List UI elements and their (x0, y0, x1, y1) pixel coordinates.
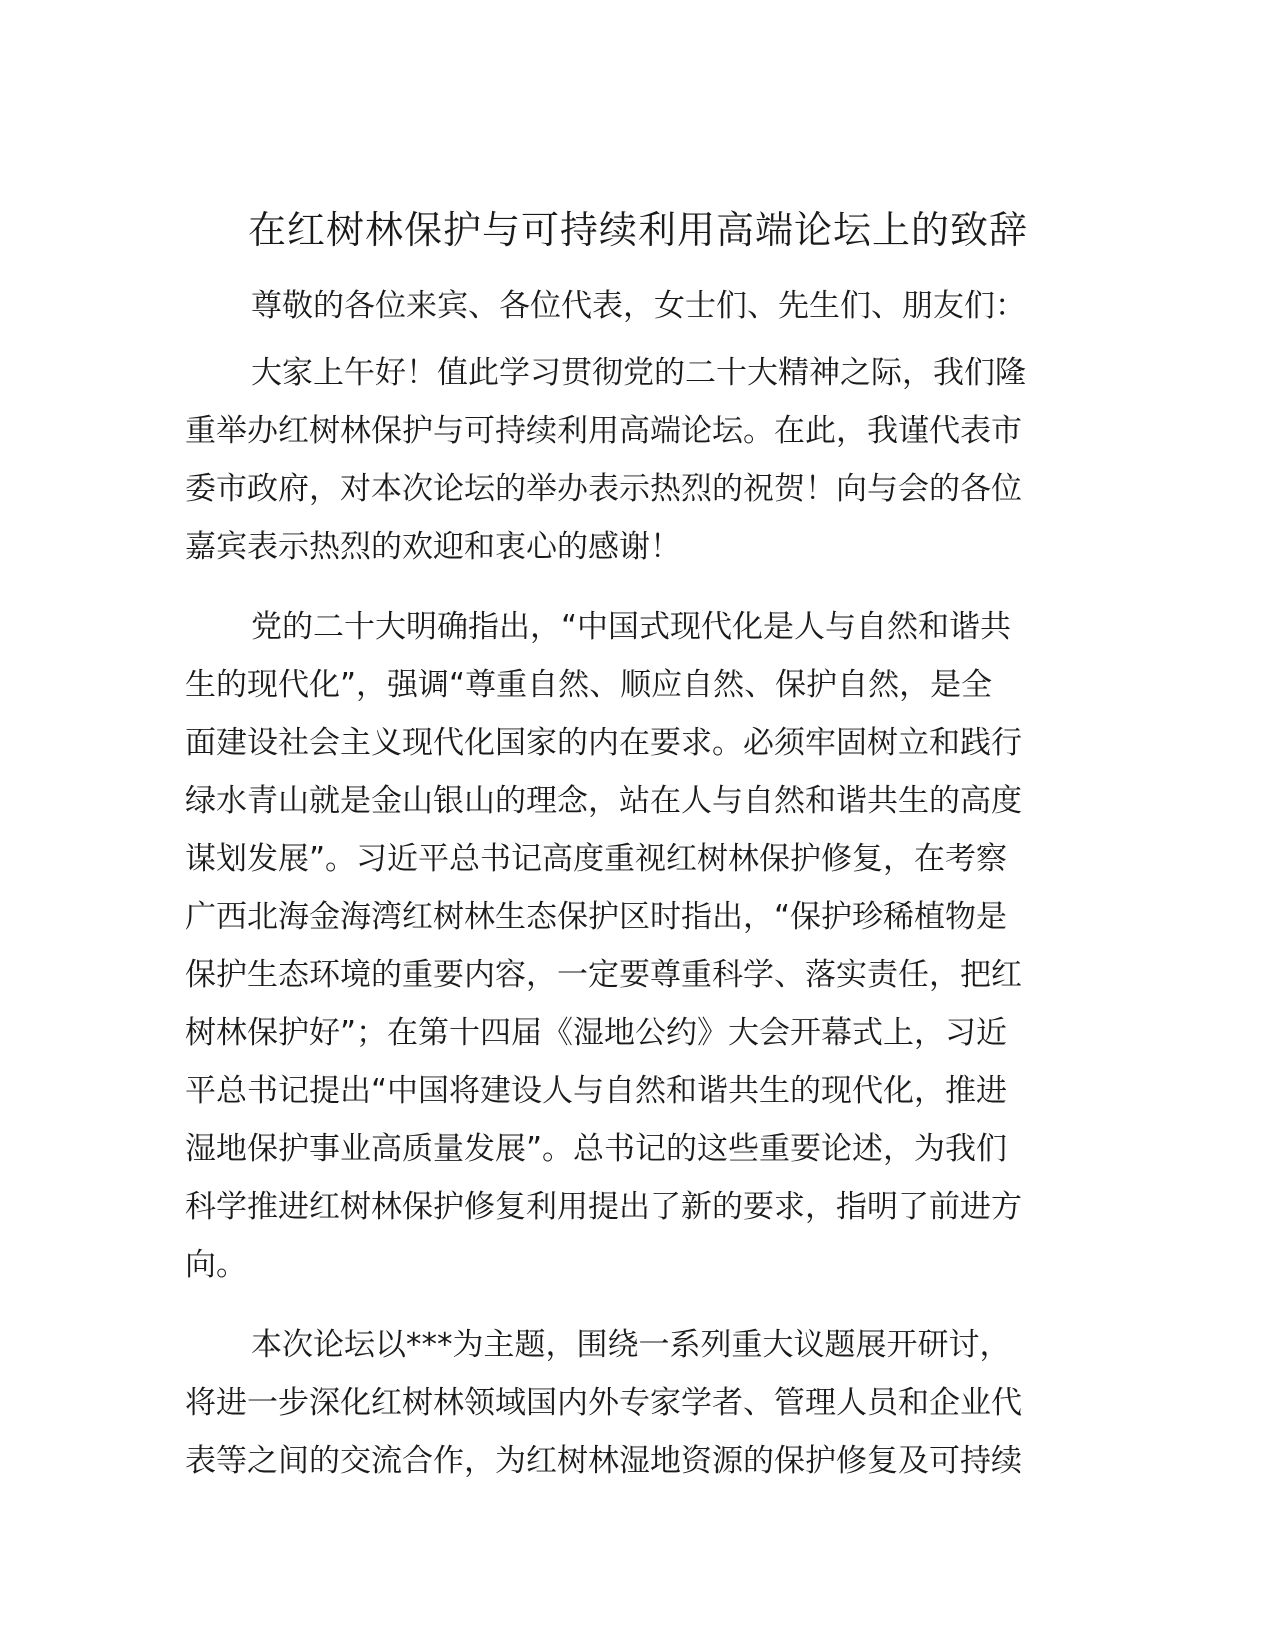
paragraph-line: 科学推进红树林保护修复利用提出了新的要求，指明了前进方 (185, 1189, 1022, 1225)
greeting-line: 尊敬的各位来宾、各位代表，女士们、先生们、朋友们： (251, 288, 1026, 324)
paragraph-line: 党的二十大明确指出，“中国式现代化是人与自然和谐共 (251, 609, 1012, 645)
paragraph-line: 嘉宾表示热烈的欢迎和衷心的感谢！ (185, 529, 681, 565)
paragraph-line: 保护生态环境的重要内容，一定要尊重科学、落实责任，把红 (185, 957, 1022, 993)
paragraph-line: 谋划发展”。习近平总书记高度重视红树林保护修复，在考察 (185, 841, 1008, 877)
paragraph-line: 生的现代化”，强调“尊重自然、顺应自然、保护自然，是全 (185, 667, 993, 703)
paragraph-line: 大家上午好！值此学习贯彻党的二十大精神之际，我们隆 (251, 355, 1026, 391)
paragraph-line: 重举办红树林保护与可持续利用高端论坛。在此，我谨代表市 (185, 413, 1022, 449)
paragraph-line: 平总书记提出“中国将建设人与自然和谐共生的现代化，推进 (185, 1073, 1008, 1109)
document-body (185, 200, 1091, 1512)
paragraph-forum-theme (185, 1316, 1091, 1490)
paragraph-line: 湿地保护事业高质量发展”。总书记的这些重要论述，为我们 (185, 1131, 1008, 1167)
paragraph-line: 面建设社会主义现代化国家的内在要求。必须牢固树立和践行 (185, 725, 1022, 761)
paragraph-line: 将进一步深化红树林领域国内外专家学者、管理人员和企业代 (185, 1385, 1022, 1421)
document-title: 在红树林保护与可持续利用高端论坛上的致辞 (247, 208, 1028, 252)
paragraph-line: 向。 (185, 1247, 247, 1283)
paragraph-background (185, 598, 1091, 1294)
paragraph-line: 绿水青山就是金山银山的理念，站在人与自然和谐共生的高度 (185, 783, 1022, 819)
paragraph-opening (185, 344, 1091, 576)
paragraph-line: 本次论坛以***为主题，围绕一系列重大议题展开研讨， (251, 1327, 1011, 1363)
paragraph-line: 委市政府，对本次论坛的举办表示热烈的祝贺！向与会的各位 (185, 471, 1022, 507)
paragraph-line: 广西北海金海湾红树林生态保护区时指出，“保护珍稀植物是 (185, 899, 1008, 935)
paragraph-line: 树林保护好”；在第十四届《湿地公约》大会开幕式上，习近 (185, 1015, 1008, 1051)
paragraph-line: 表等之间的交流合作，为红树林湿地资源的保护修复及可持续 (185, 1443, 1022, 1479)
